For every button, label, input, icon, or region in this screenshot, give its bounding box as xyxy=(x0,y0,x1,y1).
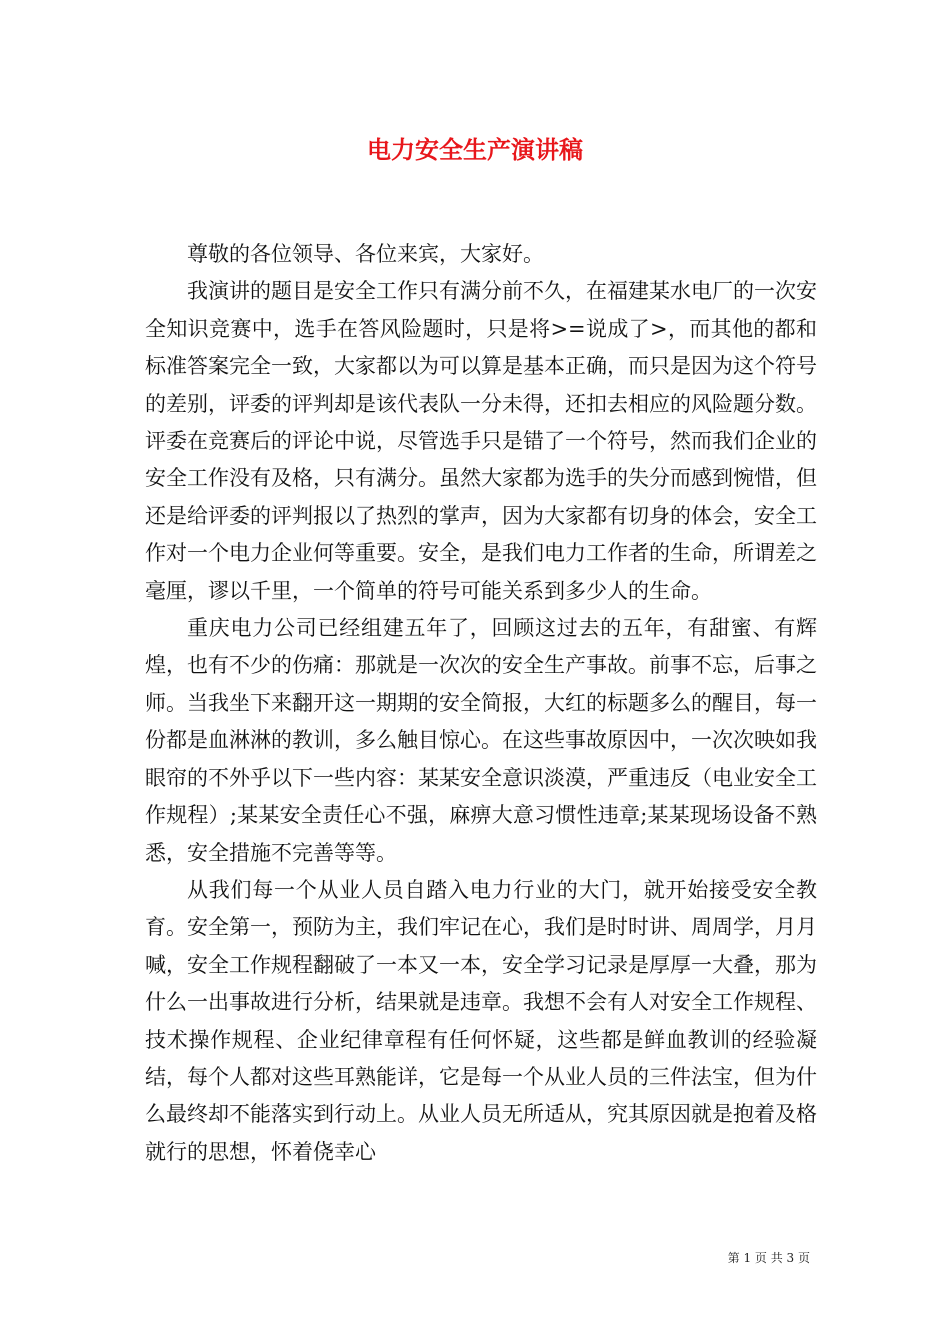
document-body xyxy=(145,236,817,1171)
paragraph-3: 从我们每一个从业人员自踏入电力行业的大门，就开始接受安全教育。安全第一，预防为主，我们牢记在心，我们是时时讲、周周学，月月喊，安全工作规程翻破了一本又一本，安全学习记录是厚厚一大叠，那为什么一出事故进行分析，结果就是违章。我想不会有人对安全工作规程、技术操作规程、企业纪律章程有任何怀疑，这些都是鲜血教训的经验凝结，每个人都对这些耳熟能详，它是每一个从业人员的三件法宝，但为什么最终却不能落实到行动上。从业人员无所适从，究其原因就是抱着及格就行的思想，怀着侥幸心 xyxy=(145,877,817,1164)
paragraph-1: 我演讲的题目是安全工作只有满分前不久，在福建某水电厂的一次安全知识竞赛中，选手在答风险题时，只是将>=说成了>，而其他的都和标准答案完全一致，大家都以为可以算是基本正确，而只是因为这个符号的差别，评委的评判却是该代表队一分未得，还扣去相应的风险题分数。评委在竞赛后的评论中说，尽管选手只是错了一个符号，然而我们企业的安全工作没有及格，只有满分。虽然大家都为选手的失分而感到惋惜，但还是给评委的评判报以了热烈的掌声，因为大家都有切身的体会，安全工作对一个电力企业何等重要。安全，是我们电力工作者的生命，所谓差之毫厘，谬以千里，一个简单的符号可能关系到多少人的生命。 xyxy=(145,279,817,603)
page-number: 第 1 页 共 3 页 xyxy=(727,1251,810,1265)
page-title: 电力安全生产演讲稿 xyxy=(367,135,583,164)
paragraph-greeting: 尊敬的各位领导、各位来宾，大家好。 xyxy=(187,242,544,266)
paragraph-2: 重庆电力公司已经组建五年了，回顾这过去的五年，有甜蜜、有辉煌，也有不少的伤痛：那就是一次次的安全生产事故。前事不忘，后事之师。当我坐下来翻开这一期期的安全简报，大红的标题多么的醒目，每一份都是血淋淋的教训，多么触目惊心。在这些事故原因中，一次次映如我眼帘的不外乎以下一些内容：某某安全意识淡漠，严重违反（电业安全工作规程）;某某安全责任心不强，麻痹大意习惯性违章;某某现场设备不熟悉，安全措施不完善等等。 xyxy=(145,616,817,865)
